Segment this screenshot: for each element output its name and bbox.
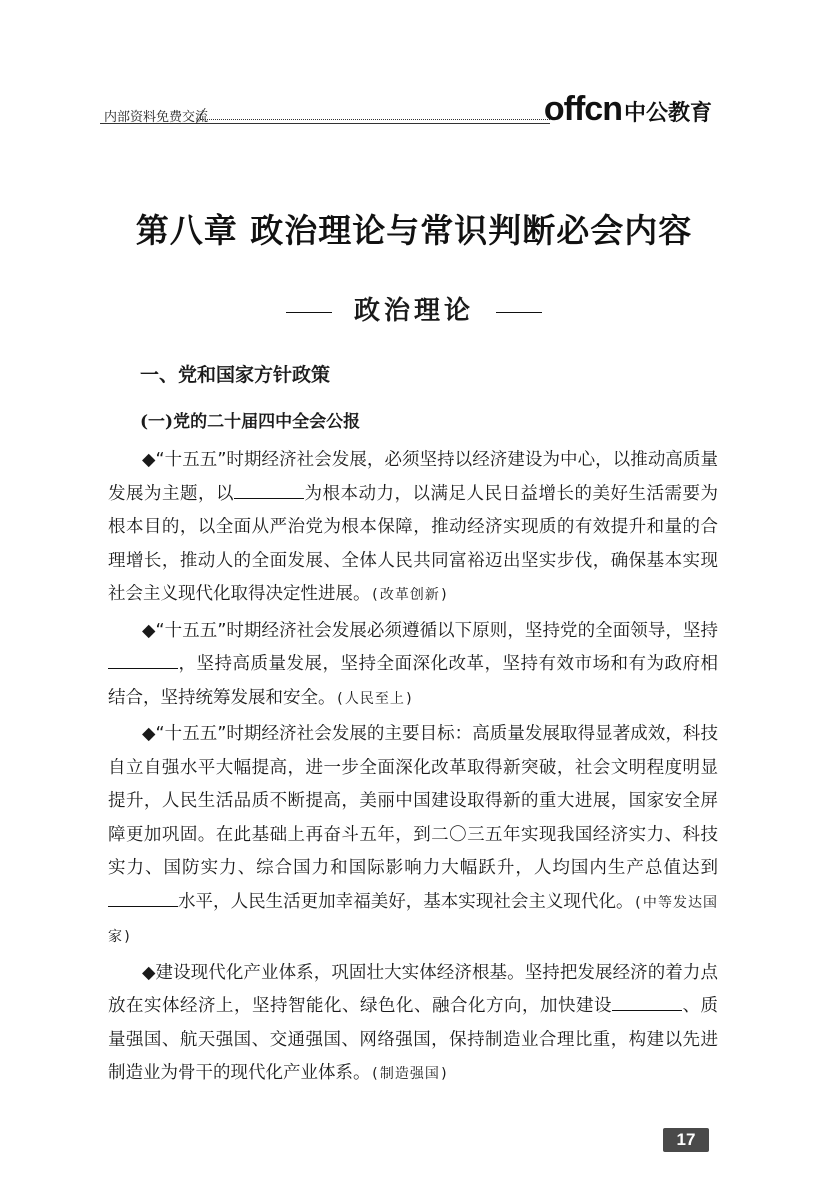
brand-logo-chinese: 中公教育 xyxy=(623,101,712,126)
page-number: 17 xyxy=(663,1128,709,1152)
page-header xyxy=(100,86,720,126)
question-text-before: ◆“十五五”时期经济社会发展必须遵循以下原则，坚持党的全面领导，坚持 xyxy=(142,620,718,641)
title-dash-left xyxy=(286,312,332,313)
fill-blank xyxy=(108,888,178,907)
question-text-before: ◆建设现代化产业体系，巩固壮大实体经济根基。坚持把发展经济的着力点放在实体经济上，坚持智能化、绿色化、融合化方向，加快建设 xyxy=(108,962,718,1016)
page-body xyxy=(108,360,718,1094)
answer-text: (改革创新) xyxy=(370,587,450,603)
question-text-after: 为根本动力，以满足人民日益增长的美好生活需要为根本目的，以全面从严治党为根本保障，推动经济实现质的有效提升和量的合理增长，推动人的全面发展、全体人民共同富裕迈出坚实步伐，确保基本实现社会主义现代化取得决定性进展。 xyxy=(108,483,718,604)
answer-text: (中等发达国家) xyxy=(108,894,719,945)
answer-text: (制造强国) xyxy=(370,1066,450,1082)
question-paragraph xyxy=(108,718,718,955)
section-title-row xyxy=(0,290,828,327)
question-paragraph xyxy=(108,957,718,1092)
brand-logo-latin: offcn xyxy=(543,90,622,128)
answer-text: (人民至上) xyxy=(335,690,415,707)
header-rule xyxy=(100,123,550,124)
fill-blank xyxy=(108,650,178,669)
header-rule-dotted xyxy=(200,119,550,120)
section-title: 政治理论 xyxy=(353,296,474,326)
fill-blank xyxy=(234,480,304,499)
heading-level-1: 一、党和国家方针政策 xyxy=(140,364,331,386)
heading-level-2: (一)党的二十届四中全会公报 xyxy=(140,412,361,432)
question-text-after: ，坚持高质量发展，坚持全面深化改革，坚持有效市场和有为政府相结合，坚持统筹发展和安全。 xyxy=(108,654,718,708)
fill-blank xyxy=(612,992,682,1011)
question-text-after: 、质量强国、航天强国、交通强国、网络强国，保持制造业合理比重，构建以先进制造业为骨干的现代化产业体系。 xyxy=(108,996,718,1083)
header-tag: 内部资料免费交流 xyxy=(104,110,209,125)
question-text-after: 水平，人民生活更加幸福美好，基本实现社会主义现代化。 xyxy=(178,891,634,912)
chapter-title: 第八章 政治理论与常识判断必会内容 xyxy=(135,211,693,250)
question-text-before: ◆“十五五”时期经济社会发展，必须坚持以经济建设为中心，以推动高质量发展为主题，以 xyxy=(108,450,718,504)
question-text-before: ◆“十五五”时期经济社会发展的主要目标：高质量发展取得显著成效，科技自立自强水平大幅提高，进一步全面深化改革取得新突破，社会文明程度明显提升，人民生活品质不断提高，美丽中国建设取得新的重大进展，国家安全屏障更加巩固。在此基础上再奋斗五年，到二〇三五年实现我国经济实力、科技实力、国防实力、综合国力和国际影响力大幅跃升，人均国内生产总值达到 xyxy=(108,724,718,878)
title-dash-right xyxy=(496,312,542,313)
question-paragraph xyxy=(108,615,718,717)
question-paragraph xyxy=(108,444,718,613)
brand-logo xyxy=(544,90,712,129)
